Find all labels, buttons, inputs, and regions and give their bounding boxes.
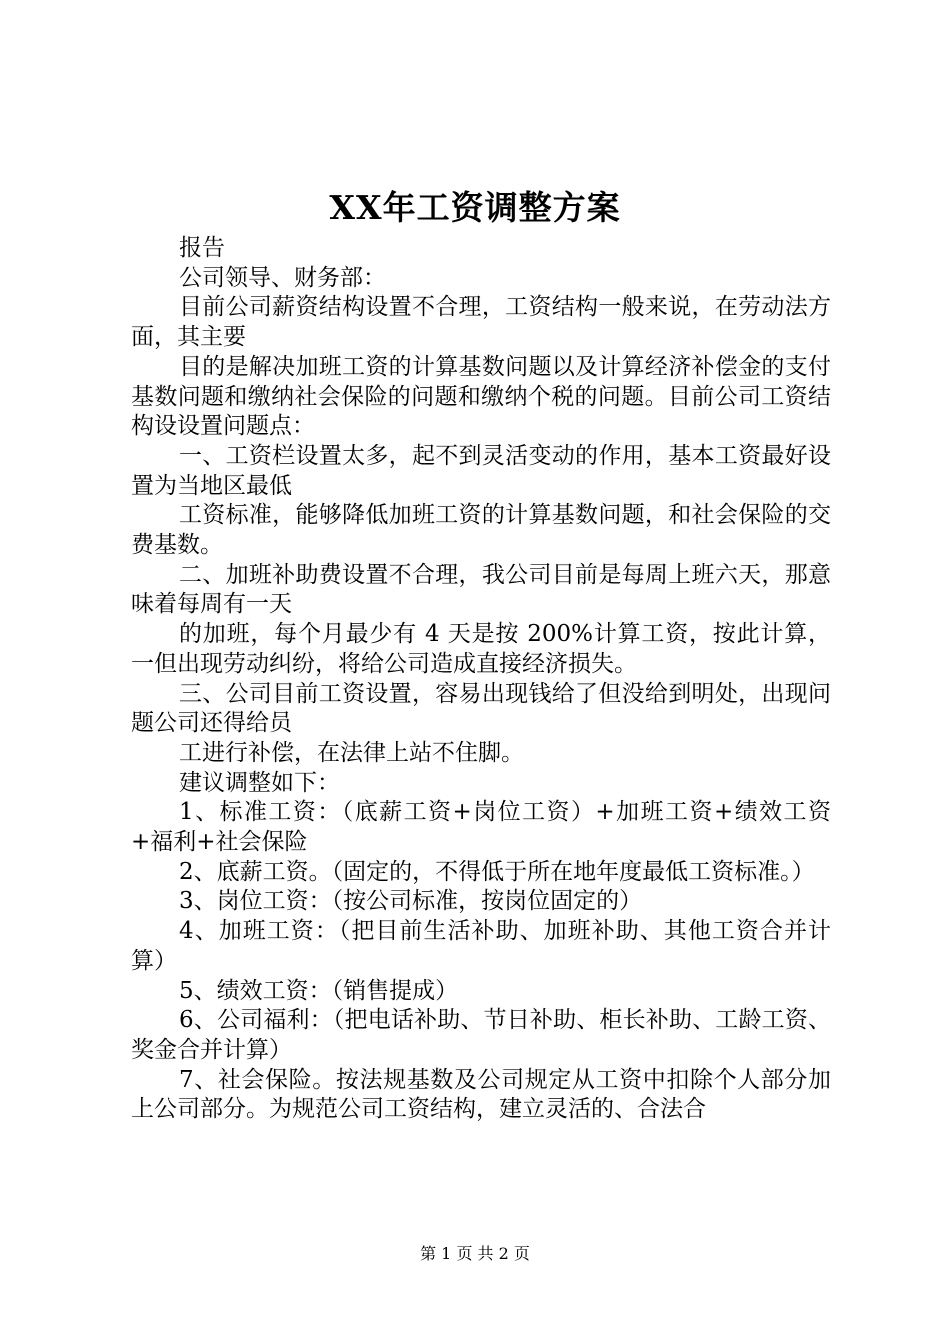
paragraph: 建议调整如下：	[179, 769, 340, 796]
paragraph-report: 报告	[179, 235, 225, 261]
paragraph: 的加班，每个月最少有 4 天是按 200%计算工资，按此计算，一但出现劳动纠纷，将给公司造成直接经济损失。	[131, 621, 831, 677]
paragraph: 三、公司目前工资设置，容易出现钱给了但没给到明处，出现问题公司还得给员	[131, 680, 831, 737]
list-item: 6、公司福利：（把电话补助、节日补助、柜长补助、工龄工资、奖金合并计算）	[131, 1007, 831, 1063]
page-footer: 第 1 页 共 2 页	[420, 1244, 530, 1263]
paragraph: 目前公司薪资结构设置不合理，工资结构一般来说，在劳动法方面，其主要	[131, 294, 831, 351]
paragraph: 工资标准，能够降低加班工资的计算基数问题，和社会保险的交费基数。	[131, 502, 831, 559]
list-item: 7、社会保险。按法规基数及公司规定从工资中扣除个人部分加上公司部分。为规范公司工资结构，建立灵活的、合法合	[131, 1066, 831, 1123]
paragraph: 一、工资栏设置太多，起不到灵活变动的作用，基本工资最好设置为当地区最低	[131, 442, 831, 499]
list-item: 5、绩效工资：（销售提成）	[179, 977, 459, 1004]
document-body	[131, 234, 831, 1125]
paragraph: 工进行补偿，在法律上站不住脚。	[179, 739, 524, 766]
paragraph: 二、加班补助费设置不合理，我公司目前是每周上班六天，那意味着每周有一天	[131, 561, 831, 618]
list-item: 3、岗位工资：（按公司标准，按岗位固定的）	[179, 888, 643, 915]
list-item: 1、标准工资：（底薪工资+岗位工资）+加班工资+绩效工资+福利+社会保险	[131, 799, 831, 856]
list-item: 2、底薪工资。（固定的，不得低于所在地年度最低工资标准。）	[179, 858, 815, 885]
paragraph-salutation: 公司领导、财务部：	[179, 264, 386, 291]
paragraph: 目的是解决加班工资的计算基数问题以及计算经济补偿金的支付基数问题和缴纳社会保险的问题和缴纳个税的问题。目前公司工资结构设设置问题点：	[131, 353, 831, 440]
list-item: 4、加班工资：（把目前生活补助、加班补助、其他工资合并计算）	[131, 918, 831, 974]
document-title: XX年工资调整方案	[329, 188, 621, 227]
